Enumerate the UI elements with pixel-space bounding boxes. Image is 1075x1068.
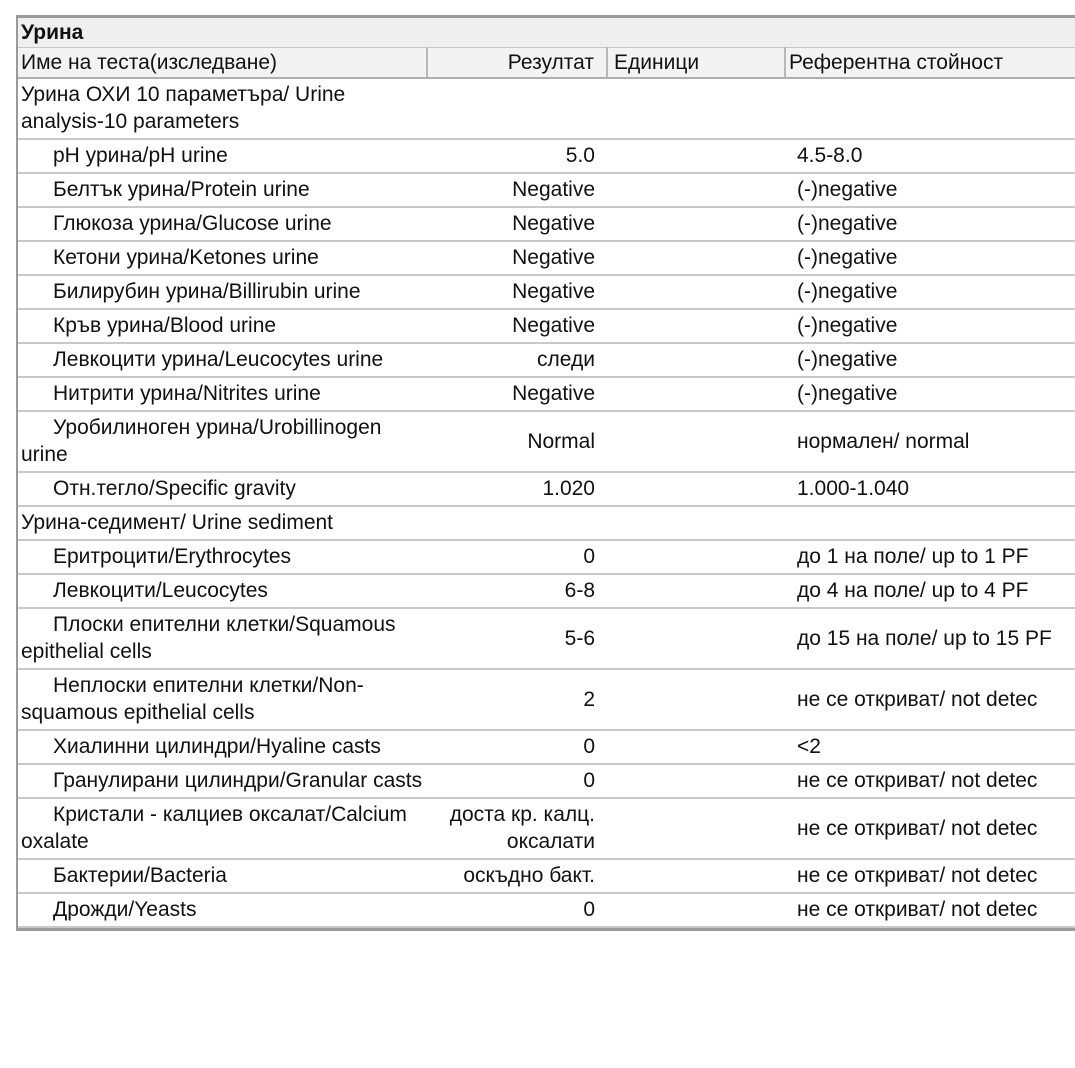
reference-value: не се откриват/ not detec	[785, 893, 1075, 927]
table-row	[18, 764, 1075, 798]
result-value: Negative	[427, 275, 607, 309]
reference-value: (-)negative	[785, 377, 1075, 411]
test-name: Левкоцити урина/Leucocytes urine	[18, 343, 427, 377]
units-value	[607, 798, 785, 859]
test-name: Глюкоза урина/Glucose urine	[18, 207, 427, 241]
result-value: 0	[427, 893, 607, 927]
reference-value: не се откриват/ not detec	[785, 669, 1075, 730]
test-name: Дрожди/Yeasts	[18, 893, 427, 927]
result-value: 5-6	[427, 608, 607, 669]
test-name: Кръв урина/Blood urine	[18, 309, 427, 343]
result-value	[427, 78, 607, 139]
units-value	[607, 540, 785, 574]
reference-value: (-)negative	[785, 241, 1075, 275]
units-value	[607, 764, 785, 798]
test-name: Кристали - калциев оксалат/Calcium oxalate	[18, 798, 427, 859]
units-value	[607, 472, 785, 506]
result-value: 0	[427, 730, 607, 764]
test-name: Неплоски епителни клетки/Non-squamous epithelial cells	[18, 669, 427, 730]
result-value	[427, 506, 607, 540]
units-value	[607, 377, 785, 411]
test-name: Урина ОХИ 10 параметъра/ Urine analysis-10 parameters	[18, 78, 427, 139]
units-value	[607, 574, 785, 608]
table-row	[18, 207, 1075, 241]
reference-value: (-)negative	[785, 207, 1075, 241]
table-row	[18, 173, 1075, 207]
units-value	[607, 241, 785, 275]
column-header-reference[interactable]: Референтна стойност	[785, 48, 1075, 79]
result-value: Negative	[427, 207, 607, 241]
column-header-result[interactable]: Резултат	[427, 48, 607, 79]
units-value	[607, 893, 785, 927]
units-value	[607, 506, 785, 540]
table-row	[18, 377, 1075, 411]
table-row	[18, 574, 1075, 608]
test-name: Плоски епителни клетки/Squamous epithelial cells	[18, 608, 427, 669]
units-value	[607, 139, 785, 173]
result-value: 2	[427, 669, 607, 730]
result-value: доста кр. калц. оксалати	[427, 798, 607, 859]
result-value: Negative	[427, 377, 607, 411]
units-value	[607, 309, 785, 343]
table-row	[18, 859, 1075, 893]
test-name: Белтък урина/Protein urine	[18, 173, 427, 207]
test-name: Уробилиноген урина/Urobillinogen urine	[18, 411, 427, 472]
units-value	[607, 173, 785, 207]
result-value: Normal	[427, 411, 607, 472]
column-header-units[interactable]: Единици	[607, 48, 785, 79]
reference-value	[785, 506, 1075, 540]
table-title-row	[18, 18, 1075, 48]
test-name: Левкоцити/Leucocytes	[18, 574, 427, 608]
test-name: Отн.тегло/Specific gravity	[18, 472, 427, 506]
units-value	[607, 275, 785, 309]
result-value: следи	[427, 343, 607, 377]
table-row	[18, 139, 1075, 173]
reference-value: до 4 на поле/ up to 4 PF	[785, 574, 1075, 608]
reference-value	[785, 78, 1075, 139]
table-row	[18, 241, 1075, 275]
section-row	[18, 78, 1075, 139]
result-value: Negative	[427, 309, 607, 343]
test-name: Урина-седимент/ Urine sediment	[18, 506, 427, 540]
units-value	[607, 859, 785, 893]
reference-value: (-)negative	[785, 343, 1075, 377]
units-value	[607, 608, 785, 669]
table-row	[18, 540, 1075, 574]
table-row	[18, 275, 1075, 309]
reference-value: до 1 на поле/ up to 1 PF	[785, 540, 1075, 574]
table-row	[18, 669, 1075, 730]
table-row	[18, 472, 1075, 506]
table-row	[18, 798, 1075, 859]
test-name: Бактерии/Bacteria	[18, 859, 427, 893]
column-header-name[interactable]: Име на теста(изследване)	[18, 48, 427, 79]
reference-value: не се откриват/ not detec	[785, 859, 1075, 893]
test-name: Билирубин урина/Billirubin urine	[18, 275, 427, 309]
units-value	[607, 411, 785, 472]
reference-value: (-)negative	[785, 309, 1075, 343]
units-value	[607, 669, 785, 730]
urine-results-table-container	[16, 15, 1075, 931]
result-value: Negative	[427, 241, 607, 275]
result-value: 5.0	[427, 139, 607, 173]
table-title: Урина	[18, 18, 1075, 48]
units-value	[607, 207, 785, 241]
test-name: Кетони урина/Ketones urine	[18, 241, 427, 275]
result-value: оскъдно бакт.	[427, 859, 607, 893]
test-name: Еритроцити/Erythrocytes	[18, 540, 427, 574]
test-name: pH урина/pH urine	[18, 139, 427, 173]
table-row	[18, 893, 1075, 927]
reference-value: нормален/ normal	[785, 411, 1075, 472]
table-row	[18, 608, 1075, 669]
units-value	[607, 78, 785, 139]
table-row	[18, 343, 1075, 377]
reference-value: (-)negative	[785, 275, 1075, 309]
test-name: Хиалинни цилиндри/Hyaline casts	[18, 730, 427, 764]
table-row	[18, 309, 1075, 343]
units-value	[607, 343, 785, 377]
reference-value: (-)negative	[785, 173, 1075, 207]
result-value: 0	[427, 764, 607, 798]
reference-value: не се откриват/ not detec	[785, 798, 1075, 859]
result-value: 6-8	[427, 574, 607, 608]
test-name: Нитрити урина/Nitrites urine	[18, 377, 427, 411]
table-row	[18, 730, 1075, 764]
units-value	[607, 730, 785, 764]
reference-value: 4.5-8.0	[785, 139, 1075, 173]
reference-value: до 15 на поле/ up to 15 PF	[785, 608, 1075, 669]
result-value: 0	[427, 540, 607, 574]
test-name: Гранулирани цилиндри/Granular casts	[18, 764, 427, 798]
urine-results-table	[18, 18, 1075, 928]
result-value: Negative	[427, 173, 607, 207]
reference-value: <2	[785, 730, 1075, 764]
section-row	[18, 506, 1075, 540]
reference-value: 1.000-1.040	[785, 472, 1075, 506]
reference-value: не се откриват/ not detec	[785, 764, 1075, 798]
table-row	[18, 411, 1075, 472]
result-value: 1.020	[427, 472, 607, 506]
column-header-row	[18, 48, 1075, 79]
